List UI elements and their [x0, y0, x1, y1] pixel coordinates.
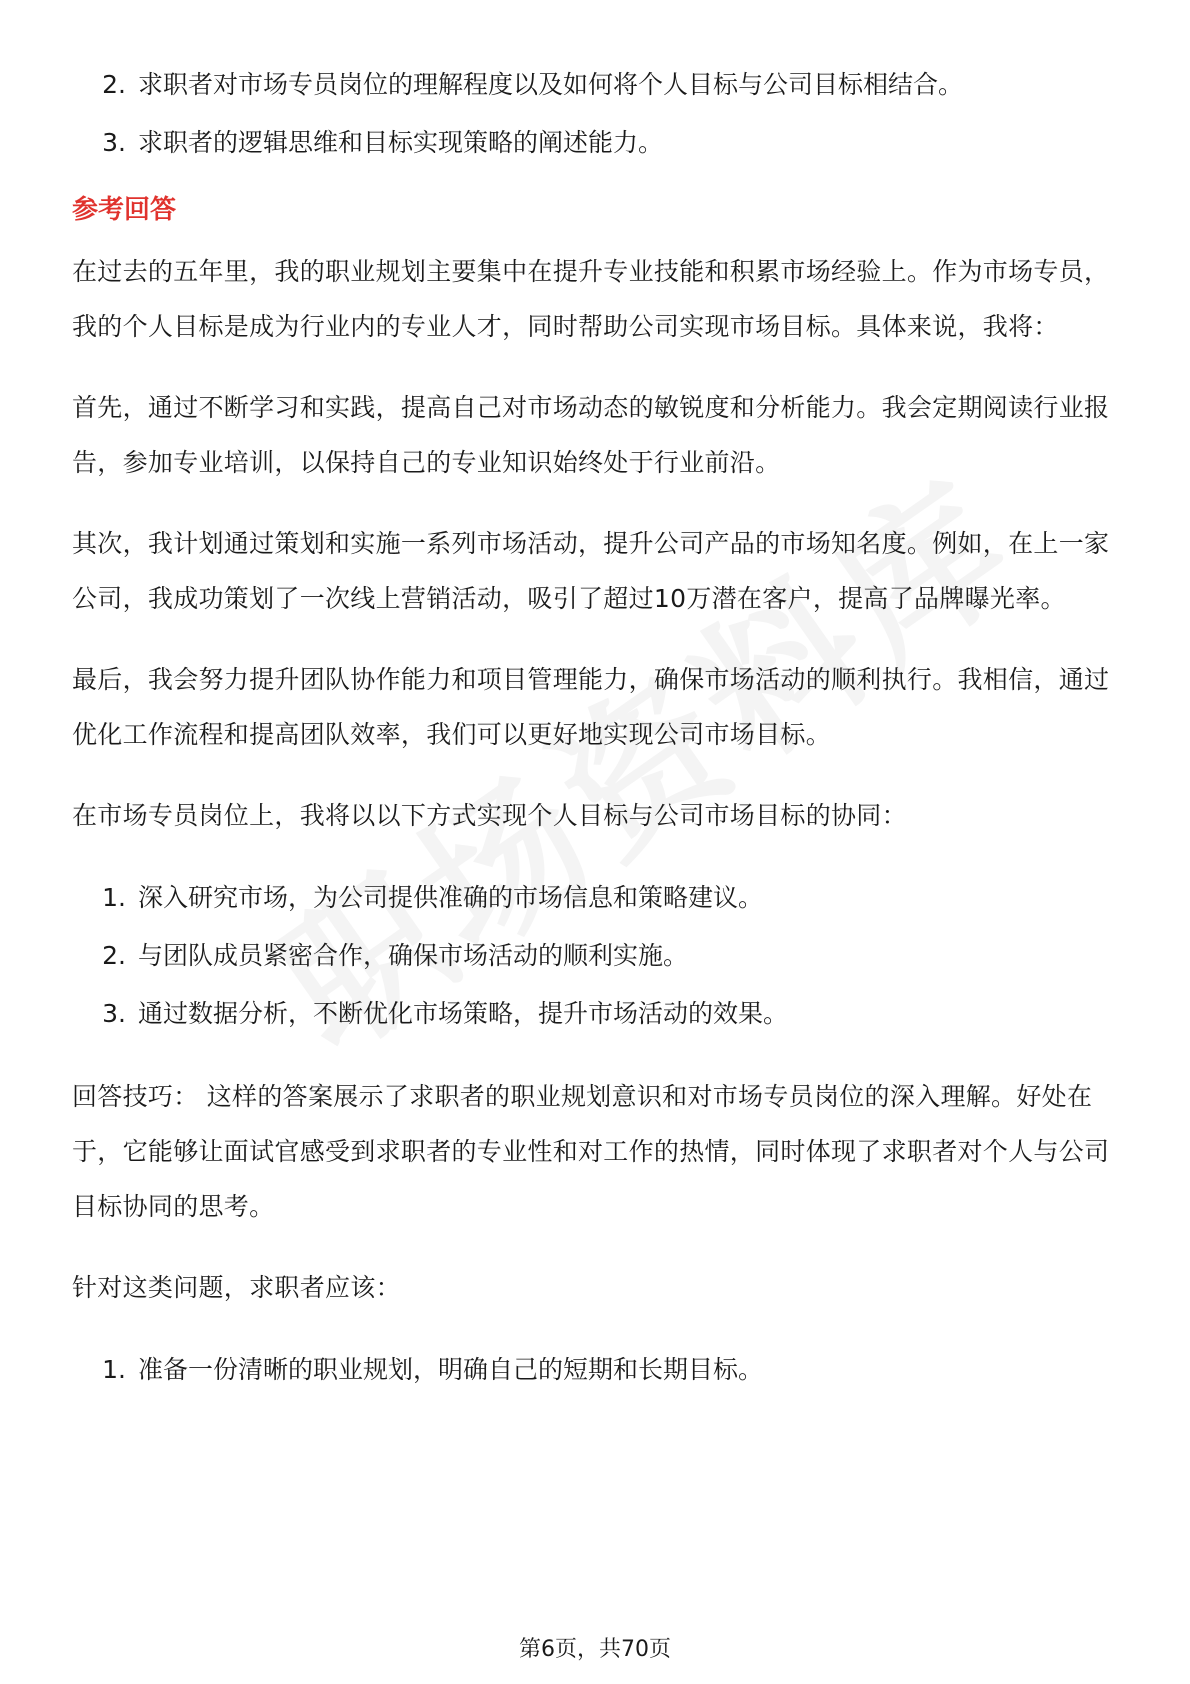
paragraph: 其次，我计划通过策划和实施一系列市场活动，提升公司产品的市场知名度。例如，在上一家公司，我成功策划了一次线上营销活动，吸引了超过10万潜在客户，提高了品牌曝光率。 — [72, 529, 1110, 613]
list-item — [72, 56, 1118, 114]
list-item — [72, 985, 1118, 1043]
list-number: 1. — [102, 883, 126, 912]
list-top — [72, 56, 1118, 172]
paragraph: 回答技巧： 这样的答案展示了求职者的职业规划意识和对市场专员岗位的深入理解。好处在于，它能够让面试官感受到求职者的专业性和对工作的热情，同时体现了求职者对个人与公司目标协同的思考。 — [72, 1082, 1110, 1221]
list-text: 求职者对市场专员岗位的理解程度以及如何将个人目标与公司目标相结合。 — [138, 70, 964, 99]
list-number: 2. — [102, 70, 126, 99]
paragraph: 针对这类问题，求职者应该： — [72, 1273, 401, 1302]
list-item — [72, 927, 1118, 985]
list-number: 1. — [102, 1355, 126, 1384]
list-text: 通过数据分析，不断优化市场策略，提升市场活动的效果。 — [138, 999, 789, 1028]
list-text: 准备一份清晰的职业规划，明确自己的短期和长期目标。 — [138, 1355, 764, 1384]
list-text: 深入研究市场，为公司提供准确的市场信息和策略建议。 — [138, 883, 764, 912]
list-text: 与团队成员紧密合作，确保市场活动的顺利实施。 — [138, 941, 689, 970]
paragraph: 在市场专员岗位上，我将以以下方式实现个人目标与公司市场目标的协同： — [72, 801, 907, 830]
list-middle — [72, 869, 1118, 1043]
paragraph: 首先，通过不断学习和实践，提高自己对市场动态的敏锐度和分析能力。我会定期阅读行业报告，参加专业培训，以保持自己的专业知识始终处于行业前沿。 — [72, 393, 1110, 477]
list-item — [72, 1341, 1118, 1399]
list-number: 3. — [102, 999, 126, 1028]
section-heading: 参考回答 — [72, 195, 177, 225]
list-text: 求职者的逻辑思维和目标实现策略的阐述能力。 — [138, 128, 664, 157]
list-bottom — [72, 1341, 1118, 1399]
page-content — [72, 56, 1118, 1399]
list-number: 3. — [102, 128, 126, 157]
list-item — [72, 114, 1118, 172]
paragraph: 在过去的五年里，我的职业规划主要集中在提升专业技能和积累市场经验上。作为市场专员，我的个人目标是成为行业内的专业人才，同时帮助公司实现市场目标。具体来说，我将： — [72, 257, 1110, 341]
list-number: 2. — [102, 941, 126, 970]
paragraph: 最后，我会努力提升团队协作能力和项目管理能力，确保市场活动的顺利执行。我相信，通过优化工作流程和提高团队效率，我们可以更好地实现公司市场目标。 — [72, 665, 1110, 749]
page-footer: 第6页，共70页 — [519, 1637, 671, 1662]
list-item — [72, 869, 1118, 927]
